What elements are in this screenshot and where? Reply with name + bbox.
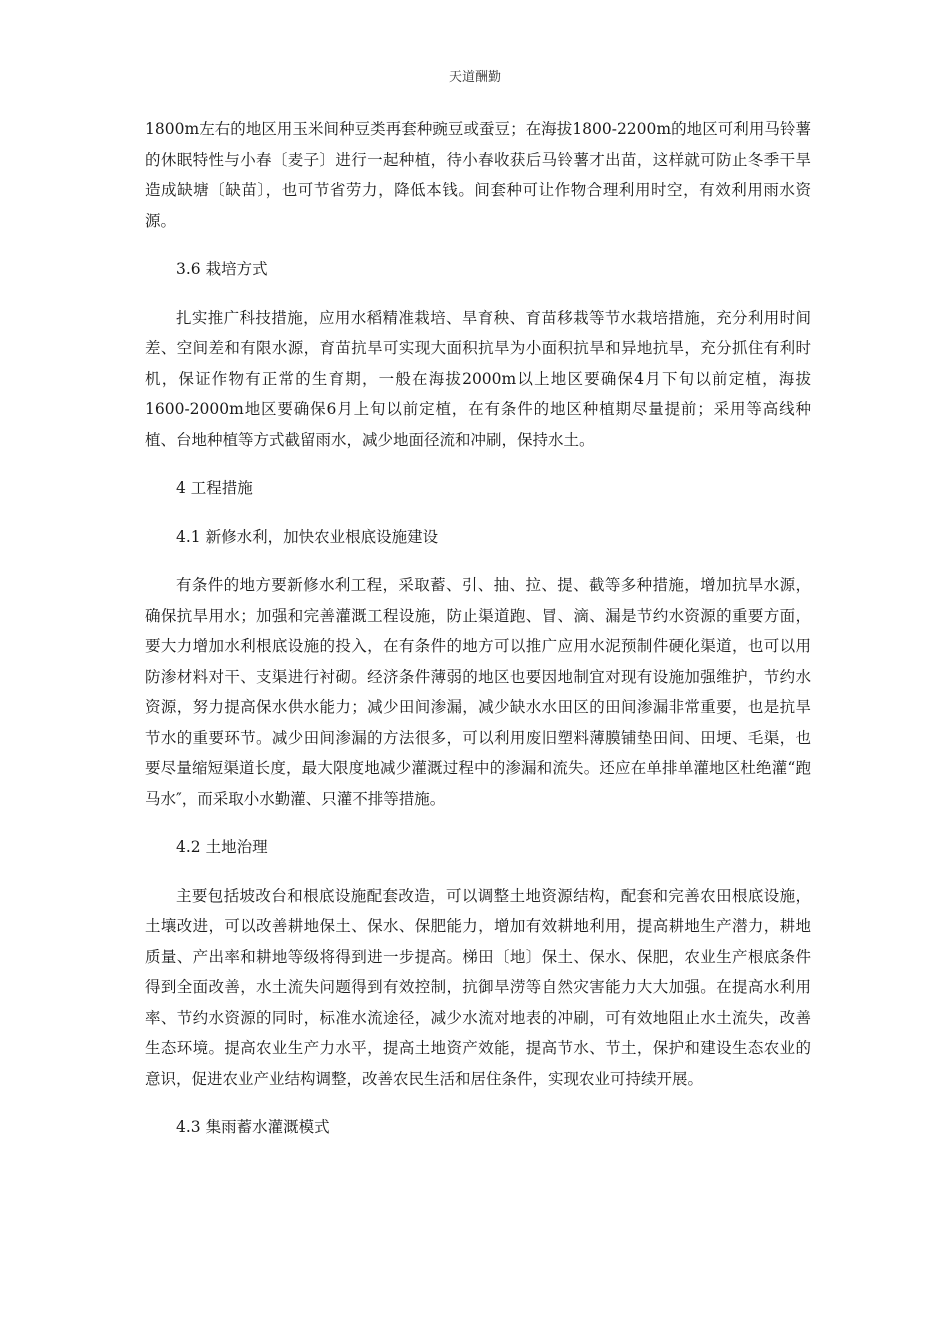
section-heading-4-2: 4.2 土地治理 (176, 838, 268, 856)
spacer (145, 552, 811, 570)
section-heading-3-6: 3.6 栽培方式 (176, 260, 268, 278)
page-header: 天道酬勤 (448, 70, 501, 85)
section-heading-4-3: 4.3 集雨蓄水灌溉模式 (176, 1118, 330, 1136)
paragraph-cultivation: 扎实推广科技措施，应用水稻精准栽培、旱育秧、育苗移栽等节水栽培措施，充分利用时间差、空间差和有限水源，育苗抗旱可实现大面积抗旱为小面积抗旱和异地抗旱，充分抓住有利时机，保证作物有正常的生育期，一般在海拔2000m以上地区要确保4月下旬以前定植，海拔1600-2000m地区要确保6月上旬以前定植，在有条件的地区种植期尽量提前；采用等高线种植、台地种植等方式截留雨水，减少地面径流和冲刷，保持水土。 (145, 308, 811, 449)
section-heading-4: 4 工程措施 (176, 479, 253, 497)
spacer (145, 863, 811, 881)
spacer (145, 285, 811, 303)
paragraph-water-conservancy: 有条件的地方要新修水利工程，采取蓄、引、抽、拉、提、截等多种措施，增加抗旱水源，确保抗旱用水；加强和完善灌溉工程设施，防止渠道跑、冒、滴、漏是节约水资源的重要方面，要大力增加水利根底设施的投入，在有条件的地方可以推广应用水泥预制件硬化渠道，也可以用防渗材料对干、支渠进行衬砌。经济条件薄弱的地区也要因地制宜对现有设施加强维护，节约水资源，努力提高保水供水能力；减少田间渗漏，减少缺水水田区的田间渗漏非常重要，也是抗旱节水的重要环节。减少田间渗漏的方法很多，可以利用废旧塑料薄膜铺垫田间、田埂、毛渠，也要尽量缩短渠道长度，最大限度地减少灌溉过程中的渗漏和流失。还应在单排单灌地区杜绝灌“跑马水″，而采取小水勤灌、只灌不排等措施。 (145, 576, 811, 808)
document-body (145, 114, 811, 1143)
spacer (145, 455, 811, 473)
section-heading-4-1: 4.1 新修水利，加快农业根底设施建设 (176, 527, 439, 546)
paragraph-land-management: 主要包括坡改台和根底设施配套改造，可以调整土地资源结构，配套和完善农田根底设施，土壤改进，可以改善耕地保土、保水、保肥能力，增加有效耕地利用，提高耕地生产潜力，耕地质量、产出率和耕地等级将得到进一步提高。梯田〔地〕保土、保水、保肥，农业生产根底条件得到全面改善，水土流失问题得到有效控制，抗御旱涝等自然灾害能力大大加强。在提高水利用率、节约水资源的同时，标准水流途径，减少水流对地表的冲刷，可有效地阻止水土流失，改善生态环境。提高农业生产力水平，提高土地资产效能，提高节水、节土，保护和建设生态农业的意识，促进农业产业结构调整，改善农民生活和居住条件，实现农业可持续开展。 (145, 886, 811, 1088)
spacer (145, 504, 811, 522)
spacer (145, 1094, 811, 1112)
paragraph-intercropping: 1800m左右的地区用玉米间种豆类再套种豌豆或蚕豆；在海拔1800-2200m的地区可利用马铃薯的休眠特性与小春〔麦子〕进行一起种植，待小春收获后马铃薯才出苗，这样就可防止冬季干旱造成缺塘〔缺苗〕，也可节省劳力，降低本钱。间套种可让作物合理利用时空，有效利用雨水资源。 (145, 120, 811, 230)
spacer (145, 236, 811, 254)
spacer (145, 814, 811, 832)
